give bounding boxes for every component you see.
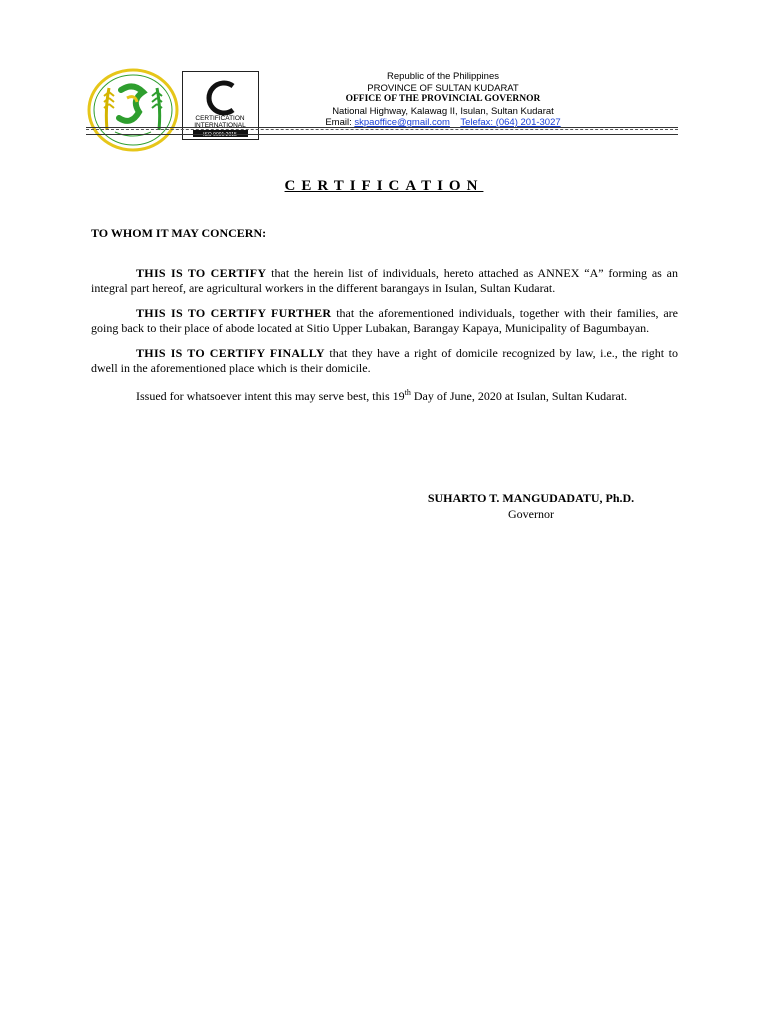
issued-superscript: th <box>404 388 411 397</box>
document-title-text: CERTIFICATION <box>284 178 484 194</box>
paragraph-certify <box>91 266 678 295</box>
paragraph-certify-finally <box>91 346 678 375</box>
paragraph-lead: THIS IS TO CERTIFY FURTHER <box>136 306 332 320</box>
telefax-link[interactable]: Telefax: (064) 201-3027 <box>460 117 561 128</box>
paragraph-text: that the herein list of individuals, hereto attached as ANNEX “A” forming as an integral part hereof, are agricultural workers in the different barangays in Isulan, Sultan Kudarat. <box>91 266 678 295</box>
letterhead <box>278 71 608 129</box>
paragraph-text: that the aforementioned individuals, together with their families, are going back to their place of abode located at Sitio Upper Lubakan, Barangay Kapaya, Municipality of Bagumbayan. <box>91 306 678 335</box>
office-line: OFFICE OF THE PROVINCIAL GOVERNOR <box>345 94 541 104</box>
provincial-seal-logo <box>87 68 179 152</box>
signatory-block <box>396 490 666 522</box>
header-rule-dots <box>86 129 678 132</box>
paragraph-lead: THIS IS TO CERTIFY <box>136 266 267 280</box>
document-title <box>0 178 768 195</box>
document-body <box>91 266 678 415</box>
paragraph-lead: THIS IS TO CERTIFY FINALLY <box>136 346 325 360</box>
paragraph-issued <box>91 386 678 404</box>
issued-text-before: Issued for whatsoever intent this may serve best, this 19 <box>136 389 405 403</box>
signatory-title: Governor <box>508 507 554 521</box>
cert-logo-iso: ISO 9001:2015 <box>203 132 237 138</box>
province-line: PROVINCE OF SULTAN KUDARAT <box>367 82 519 94</box>
paragraph-certify-further <box>91 306 678 335</box>
republic-line: Republic of the Philippines <box>387 71 499 82</box>
cert-logo-line2: INTERNATIONAL <box>194 122 246 129</box>
address-line: National Highway, Kalawag II, Isulan, Sultan Kudarat <box>332 105 554 117</box>
email-link[interactable]: skpaoffice@gmail.com <box>354 117 450 128</box>
issued-text-after: Day of June, 2020 at Isulan, Sultan Kudarat. <box>410 389 628 403</box>
cert-logo-line1: CERTIFICATION <box>195 115 245 122</box>
email-label: Email: <box>325 117 352 128</box>
salutation: TO WHOM IT MAY CONCERN: <box>91 226 267 240</box>
paragraph-text: that they have a right of domicile recognized by law, i.e., the right to dwell in the aforementioned place which is their domicile. <box>91 346 678 375</box>
signatory-name: SUHARTO T. MANGUDADATU, Ph.D. <box>427 491 635 505</box>
